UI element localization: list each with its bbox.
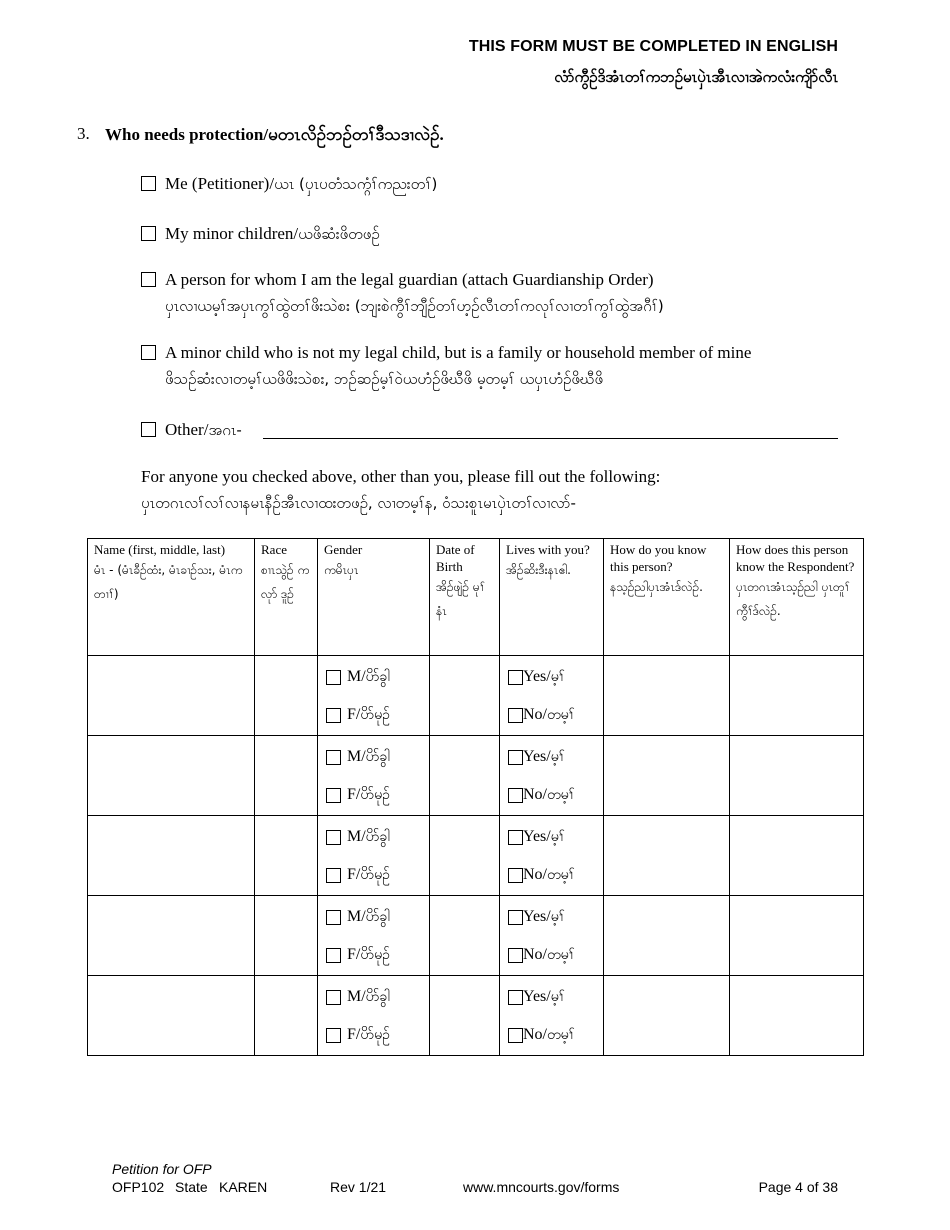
header-lives-with [500, 539, 604, 656]
footer-language: KAREN [219, 1179, 268, 1195]
cell-respondent-know[interactable] [730, 976, 864, 1056]
protected-persons-table [87, 538, 864, 1056]
checkbox-male[interactable] [326, 670, 341, 685]
lives-yes-label: Yes/ [523, 828, 551, 845]
footer-form-code: OFP102 [112, 1179, 165, 1195]
checkbox-yes[interactable] [508, 830, 523, 845]
footer-page-number: Page 4 of 38 [758, 1179, 838, 1195]
lives-no-option[interactable] [508, 856, 603, 894]
cell-name[interactable] [88, 656, 255, 736]
cell-lives-with [500, 656, 604, 736]
option-other-english: Other/ [165, 420, 209, 439]
cell-dob[interactable] [430, 896, 500, 976]
lives-no-label: No/ [523, 866, 547, 883]
gender-female-label: F/ [347, 706, 361, 723]
header-how-know [604, 539, 730, 656]
checkbox-female[interactable] [326, 788, 341, 803]
gender-male-karen: ပိာ်ခွါ [365, 749, 390, 765]
header-respondent-know-english: How does this person know the Respondent? [736, 542, 855, 574]
lives-yes-karen: မ့ၢ် [550, 989, 565, 1005]
lives-yes-label: Yes/ [523, 668, 551, 685]
checkbox-male[interactable] [326, 990, 341, 1005]
cell-lives-with [500, 736, 604, 816]
checkbox-yes[interactable] [508, 750, 523, 765]
lives-no-option[interactable] [508, 1016, 603, 1054]
gender-male-option[interactable] [326, 818, 429, 856]
lives-yes-option[interactable] [508, 978, 603, 1016]
header-race [255, 539, 318, 656]
gender-male-label: M/ [347, 988, 366, 1005]
cell-race[interactable] [255, 816, 318, 896]
cell-dob[interactable] [430, 816, 500, 896]
cell-name[interactable] [88, 736, 255, 816]
gender-male-option[interactable] [326, 898, 429, 936]
cell-race[interactable] [255, 656, 318, 736]
cell-gender [318, 656, 430, 736]
cell-gender [318, 976, 430, 1056]
option-other[interactable] [141, 417, 242, 443]
header-lives-with-english: Lives with you? [506, 542, 590, 557]
header-race-karen: စၢၤသွဲဉ် ကလုာ် ဒူဉ် [261, 563, 310, 601]
gender-male-option[interactable] [326, 658, 429, 696]
lives-no-label: No/ [523, 1026, 547, 1043]
table-row [88, 896, 864, 976]
header-how-know-karen: နသ့ဉ်ညါပှၤအံၤဒ်လဲဉ်. [610, 580, 703, 594]
header-name [88, 539, 255, 656]
cell-race[interactable] [255, 976, 318, 1056]
gender-female-option[interactable] [326, 776, 429, 814]
gender-male-karen: ပိာ်ခွါ [365, 829, 390, 845]
lives-no-karen: တမ့ၢ် [547, 787, 575, 803]
lives-no-karen: တမ့ၢ် [547, 947, 575, 963]
lives-yes-karen: မ့ၢ် [550, 829, 565, 845]
option-me-petitioner[interactable] [141, 171, 437, 197]
checkbox-yes[interactable] [508, 670, 523, 685]
gender-female-option[interactable] [326, 696, 429, 734]
gender-male-karen: ပိာ်ခွါ [365, 989, 390, 1005]
lives-yes-karen: မ့ၢ် [550, 669, 565, 685]
lives-yes-karen: မ့ၢ် [550, 909, 565, 925]
cell-how-know[interactable] [604, 896, 730, 976]
cell-respondent-know[interactable] [730, 656, 864, 736]
lives-yes-option[interactable] [508, 818, 603, 856]
option-minor-children-karen: ယဖိဆံးဖိတဖဉ် [298, 225, 380, 243]
instructions-english: For anyone you checked above, other than you, please fill out the following: [141, 467, 661, 486]
header-dob-karen: အိဉ်ဖျဲဉ် မုၢ်နံၤ [436, 580, 485, 618]
cell-race[interactable] [255, 736, 318, 816]
checkbox-no[interactable] [508, 788, 523, 803]
karen-completion-notice: လံာ်ကွီဉ်ဒိအံၤတၢ်ကဘဉ်မၤပှဲၤအီၤလၢအဲကလံးကျိာ်လီၤ [554, 68, 838, 86]
gender-female-label: F/ [347, 866, 361, 883]
question-title: Who needs protection/မတၤလိဉ်ဘဉ်တၢ်ဒီသဒၢလဲဉ်. [105, 125, 444, 144]
question-number: 3. [77, 124, 90, 143]
option-legal-guardian-english: A person for whom I am the legal guardian (attach Guardianship Order) [165, 270, 654, 289]
cell-respondent-know[interactable] [730, 816, 864, 896]
cell-respondent-know[interactable] [730, 736, 864, 816]
other-input-line[interactable] [263, 438, 838, 439]
checkbox-female[interactable] [326, 708, 341, 723]
table-row [88, 976, 864, 1056]
header-race-english: Race [261, 542, 287, 557]
option-me-english: Me (Petitioner)/ [165, 174, 275, 193]
cell-race[interactable] [255, 896, 318, 976]
checkbox-female[interactable] [326, 948, 341, 963]
gender-male-karen: ပိာ်ခွါ [365, 909, 390, 925]
header-respondent-know-karen: ပှၤတဂၤအံၤသ့ဉ်ညါ ပှၤတူၢ်ကွီၢ်ဒ်လဲဉ်. [736, 580, 850, 618]
table-instructions [141, 464, 660, 516]
english-completion-notice: THIS FORM MUST BE COMPLETED IN ENGLISH [468, 38, 838, 55]
header-how-know-english: How do you know this person? [610, 542, 707, 574]
lives-no-option[interactable] [508, 776, 603, 814]
gender-female-karen: ပိာ်မုဉ် [360, 787, 390, 803]
cell-lives-with [500, 896, 604, 976]
option-household-minor-english: A minor child who is not my legal child, but is a family or household member of mine [165, 343, 752, 362]
option-minor-children[interactable] [141, 221, 380, 247]
cell-name[interactable] [88, 976, 255, 1056]
gender-female-karen: ပိာ်မုဉ် [360, 1027, 390, 1043]
lives-no-label: No/ [523, 706, 547, 723]
checkbox-me[interactable] [141, 176, 156, 191]
cell-gender [318, 896, 430, 976]
gender-female-karen: ပိာ်မုဉ် [360, 947, 390, 963]
gender-female-option[interactable] [326, 1016, 429, 1054]
checkbox-no[interactable] [508, 1028, 523, 1043]
header-name-karen: မံၤ - (မံၤခီဉ်ထံး, မံၤခၢဉ်သး, မံၤကတၢၢ်) [94, 563, 243, 601]
table-row [88, 736, 864, 816]
lives-yes-label: Yes/ [523, 908, 551, 925]
footer-form-title: Petition for OFP [112, 1161, 212, 1177]
gender-female-label: F/ [347, 786, 361, 803]
checkbox-yes[interactable] [508, 990, 523, 1005]
gender-female-karen: ပိာ်မုဉ် [360, 867, 390, 883]
header-gender [318, 539, 430, 656]
checkbox-no[interactable] [508, 868, 523, 883]
cell-how-know[interactable] [604, 656, 730, 736]
gender-male-label: M/ [347, 668, 366, 685]
lives-no-karen: တမ့ၢ် [547, 1027, 575, 1043]
cell-lives-with [500, 816, 604, 896]
gender-male-label: M/ [347, 748, 366, 765]
option-minor-children-english: My minor children/ [165, 224, 299, 243]
checkbox-male[interactable] [326, 830, 341, 845]
header-lives-with-karen: အိဉ်ဆိးဒီးနၤဧါ. [506, 563, 571, 577]
gender-male-label: M/ [347, 828, 366, 845]
cell-lives-with [500, 976, 604, 1056]
option-household-minor-karen: ဖိသဉ်ဆံးလၢတမ့ၢ်ယဖိဖိးသဲစး, ဘဉ်ဆဉ်မ့ၢ်ဝဲယဟံဉ်ဖိဃီဖိ မ့တမ့ၢ် ယပှၤဟံဉ်ဖိဃီဖိ [165, 370, 604, 388]
checkbox-female[interactable] [326, 1028, 341, 1043]
header-name-english: Name (first, middle, last) [94, 542, 226, 557]
cell-how-know[interactable] [604, 816, 730, 896]
table-row [88, 656, 864, 736]
gender-female-karen: ပိာ်မုဉ် [360, 707, 390, 723]
header-dob [430, 539, 500, 656]
gender-female-option[interactable] [326, 936, 429, 974]
lives-yes-label: Yes/ [523, 988, 551, 1005]
header-dob-english: Date of Birth [436, 542, 475, 574]
gender-female-label: F/ [347, 1026, 361, 1043]
gender-female-option[interactable] [326, 856, 429, 894]
cell-dob[interactable] [430, 656, 500, 736]
gender-male-label: M/ [347, 908, 366, 925]
cell-how-know[interactable] [604, 976, 730, 1056]
header-gender-english: Gender [324, 542, 363, 557]
option-legal-guardian-karen: ပှၤလၢယမ့ၢ်အပှၤကွၢ်ထွဲတၢ်ဖိးသဲစး (ဘျးစဲကွီၢ်ဘျီဉ်တၢ်ဟ့ဉ်လီၤတၢ်ကလုၢ်လၢတၢ်ကွၢ်ထွဲအဂီၢ်) [165, 297, 664, 315]
lives-yes-option[interactable] [508, 658, 603, 696]
checkbox-male[interactable] [326, 750, 341, 765]
option-other-karen: အဂၤ- [208, 421, 242, 439]
lives-no-karen: တမ့ၢ် [547, 707, 575, 723]
checkbox-no[interactable] [508, 708, 523, 723]
checkbox-male[interactable] [326, 910, 341, 925]
header-respondent-know [730, 539, 864, 656]
table-header-row [88, 539, 864, 656]
lives-no-label: No/ [523, 786, 547, 803]
header-gender-karen: ကမိၤပှၤ [324, 563, 359, 577]
checkbox-legal-guardian[interactable] [141, 272, 156, 287]
instructions-karen: ပှၤတဂၤလၢ်လၢ်လၢနမၤနီဉ်အီၤလၢထးတဖဉ်, လၢတမ့ၢ်န, ဝံသးစူၤမၤပှဲၤတၢ်လၢလာ်- [141, 494, 576, 512]
cell-respondent-know[interactable] [730, 896, 864, 976]
lives-no-karen: တမ့ၢ် [547, 867, 575, 883]
option-household-minor[interactable] [141, 340, 751, 392]
checkbox-female[interactable] [326, 868, 341, 883]
option-me-karen: ယၤ (ပှၤပတံသက္ဂံၢ်ကညးတၢ်) [274, 175, 438, 193]
lives-no-label: No/ [523, 946, 547, 963]
gender-female-label: F/ [347, 946, 361, 963]
cell-gender [318, 736, 430, 816]
option-legal-guardian[interactable] [141, 267, 664, 319]
footer-revision: Rev 1/21 [330, 1179, 387, 1195]
checkbox-minor-children[interactable] [141, 226, 156, 241]
checkbox-household-minor[interactable] [141, 345, 156, 360]
checkbox-other[interactable] [141, 422, 156, 437]
footer-website[interactable]: www.mncourts.gov/forms [463, 1179, 620, 1195]
lives-no-option[interactable] [508, 936, 603, 974]
lives-yes-label: Yes/ [523, 748, 551, 765]
checkbox-no[interactable] [508, 948, 523, 963]
cell-dob[interactable] [430, 976, 500, 1056]
cell-how-know[interactable] [604, 736, 730, 816]
checkbox-yes[interactable] [508, 910, 523, 925]
lives-yes-option[interactable] [508, 898, 603, 936]
cell-gender [318, 816, 430, 896]
gender-male-option[interactable] [326, 738, 429, 776]
footer-state: State [175, 1179, 208, 1195]
table-row [88, 816, 864, 896]
lives-yes-karen: မ့ၢ် [550, 749, 565, 765]
lives-no-option[interactable] [508, 696, 603, 734]
gender-male-option[interactable] [326, 978, 429, 1016]
gender-male-karen: ပိာ်ခွါ [365, 669, 390, 685]
lives-yes-option[interactable] [508, 738, 603, 776]
cell-name[interactable] [88, 816, 255, 896]
cell-dob[interactable] [430, 736, 500, 816]
cell-name[interactable] [88, 896, 255, 976]
